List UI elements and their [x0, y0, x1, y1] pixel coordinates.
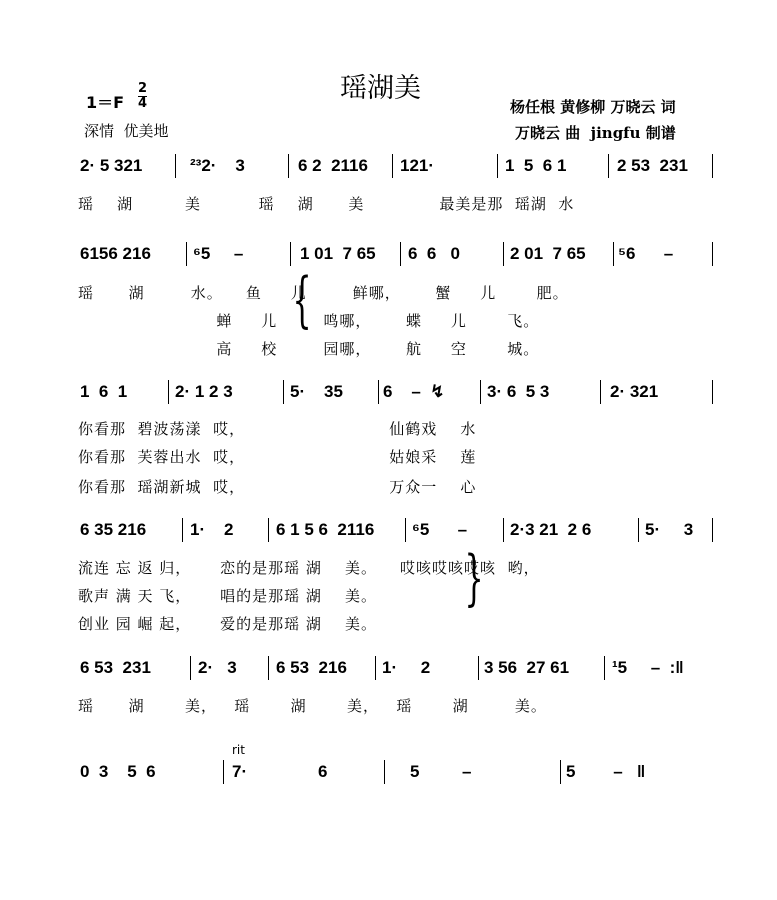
- measure: 1 01 7 65: [300, 244, 376, 263]
- measure: 3· 6 5 3: [487, 382, 550, 401]
- measure: 5 –: [410, 762, 472, 781]
- barline: [190, 656, 191, 680]
- time-bottom: 4: [138, 96, 148, 111]
- barline: [268, 656, 269, 680]
- tempo-marking: 深情 优美地: [84, 122, 169, 140]
- barline: [268, 518, 269, 542]
- measure: 1· 2: [382, 658, 431, 677]
- barline: [560, 760, 561, 784]
- measure: 2· 3: [198, 658, 237, 677]
- barline: [712, 380, 713, 404]
- barline: [405, 518, 406, 542]
- lyric-line: 瑶 湖 美 瑶 湖 美 最美是那 瑶湖 水: [78, 195, 575, 213]
- barline: [186, 242, 187, 266]
- measure: 6 – ↯: [383, 382, 445, 401]
- key-signature: 1＝F: [86, 93, 125, 112]
- lyric-line: 流连 忘 返 归， 恋的是那瑶 湖 美。 哎咳哎咳哎咳 哟，: [78, 559, 540, 577]
- measure: 6 2 2116: [298, 156, 368, 175]
- lyric-line: 瑶 湖 水。 鱼 儿 鲜哪， 蟹 儿 肥。: [78, 284, 569, 302]
- barline: [400, 242, 401, 266]
- lyric-line: 你看那 瑶湖新城 哎， 万众一 心: [78, 478, 477, 496]
- measure: ²³2· 3: [190, 156, 245, 175]
- measure: 2· 1 2 3: [175, 382, 233, 401]
- lyric-line: 你看那 碧波荡漾 哎， 仙鹤戏 水: [78, 420, 477, 438]
- barline: [478, 656, 479, 680]
- barline: [613, 242, 614, 266]
- lyric-line: 蝉 儿 鸣哪， 蝶 儿 飞。: [78, 312, 540, 330]
- measure: 2 53 231: [617, 156, 688, 175]
- lyric-line: 你看那 芙蓉出水 哎， 姑娘采 莲: [78, 448, 477, 466]
- lyric-line: 高 校 园哪， 航 空 城。: [78, 340, 540, 358]
- barline: [288, 154, 289, 178]
- barline: [384, 760, 385, 784]
- lyric-line: 歌声 满 天 飞， 唱的是那瑶 湖 美。: [78, 587, 377, 605]
- barline: [283, 380, 284, 404]
- barline: [375, 656, 376, 680]
- lyric-brace: {: [292, 265, 312, 335]
- barline: [175, 154, 176, 178]
- measure: 3 56 27 61: [484, 658, 570, 677]
- barline: [600, 380, 601, 404]
- barline: [608, 154, 609, 178]
- barline: [223, 760, 224, 784]
- song-title: 瑶湖美: [340, 73, 421, 104]
- lyric-line: 创业 园 崛 起， 爱的是那瑶 湖 美。: [78, 615, 377, 633]
- rit-marking: rit: [232, 743, 245, 757]
- barline: [712, 242, 713, 266]
- barline: [290, 242, 291, 266]
- measure: 5· 35: [290, 382, 343, 401]
- barline: [604, 656, 605, 680]
- measure: ⁶5 –: [193, 244, 244, 263]
- measure: 0 3 5 6: [80, 762, 156, 781]
- measure: 2 01 7 65: [510, 244, 586, 263]
- measure: 2· 321: [610, 382, 659, 401]
- barline: [503, 518, 504, 542]
- barline: [392, 154, 393, 178]
- measure: 6 53 216: [276, 658, 347, 677]
- barline: [497, 154, 498, 178]
- measure: 6 6 0: [408, 244, 460, 263]
- time-top: 2: [138, 81, 148, 96]
- measure: 1 6 1: [80, 382, 128, 401]
- composer-credit: 万晓云 曲 jingfu 制谱: [515, 124, 676, 142]
- measure: 2·3 21 2 6: [510, 520, 592, 539]
- barline: [712, 518, 713, 542]
- lyric-brace: }: [464, 543, 484, 613]
- measure: 1 5 6 1: [505, 156, 567, 175]
- barline: [503, 242, 504, 266]
- measure: 2· 5 321: [80, 156, 143, 175]
- measure: 6 1 5 6 2116: [276, 520, 375, 539]
- measure: 1· 2: [190, 520, 234, 539]
- measure: 6 53 231: [80, 658, 151, 677]
- barline: [182, 518, 183, 542]
- measure: ⁵6 –: [618, 244, 674, 263]
- measure: 5· 3: [645, 520, 694, 539]
- measure: 6156 216: [80, 244, 151, 263]
- barline: [480, 380, 481, 404]
- measure: ¹5 – :‖: [612, 658, 684, 677]
- measure: 7· 6: [232, 762, 328, 781]
- measure: 6 35 216: [80, 520, 147, 539]
- lyricist-credit: 杨任根 黄修柳 万晓云 词: [510, 98, 676, 116]
- barline: [638, 518, 639, 542]
- time-signature: [138, 82, 147, 111]
- barline: [378, 380, 379, 404]
- lyric-line: 瑶 湖 美， 瑶 湖 美， 瑶 湖 美。: [78, 697, 547, 715]
- measure: 121·: [400, 156, 435, 175]
- barline: [712, 154, 713, 178]
- measure: 5 – ‖: [566, 762, 646, 781]
- measure: ⁶5 –: [412, 520, 468, 539]
- barline: [168, 380, 169, 404]
